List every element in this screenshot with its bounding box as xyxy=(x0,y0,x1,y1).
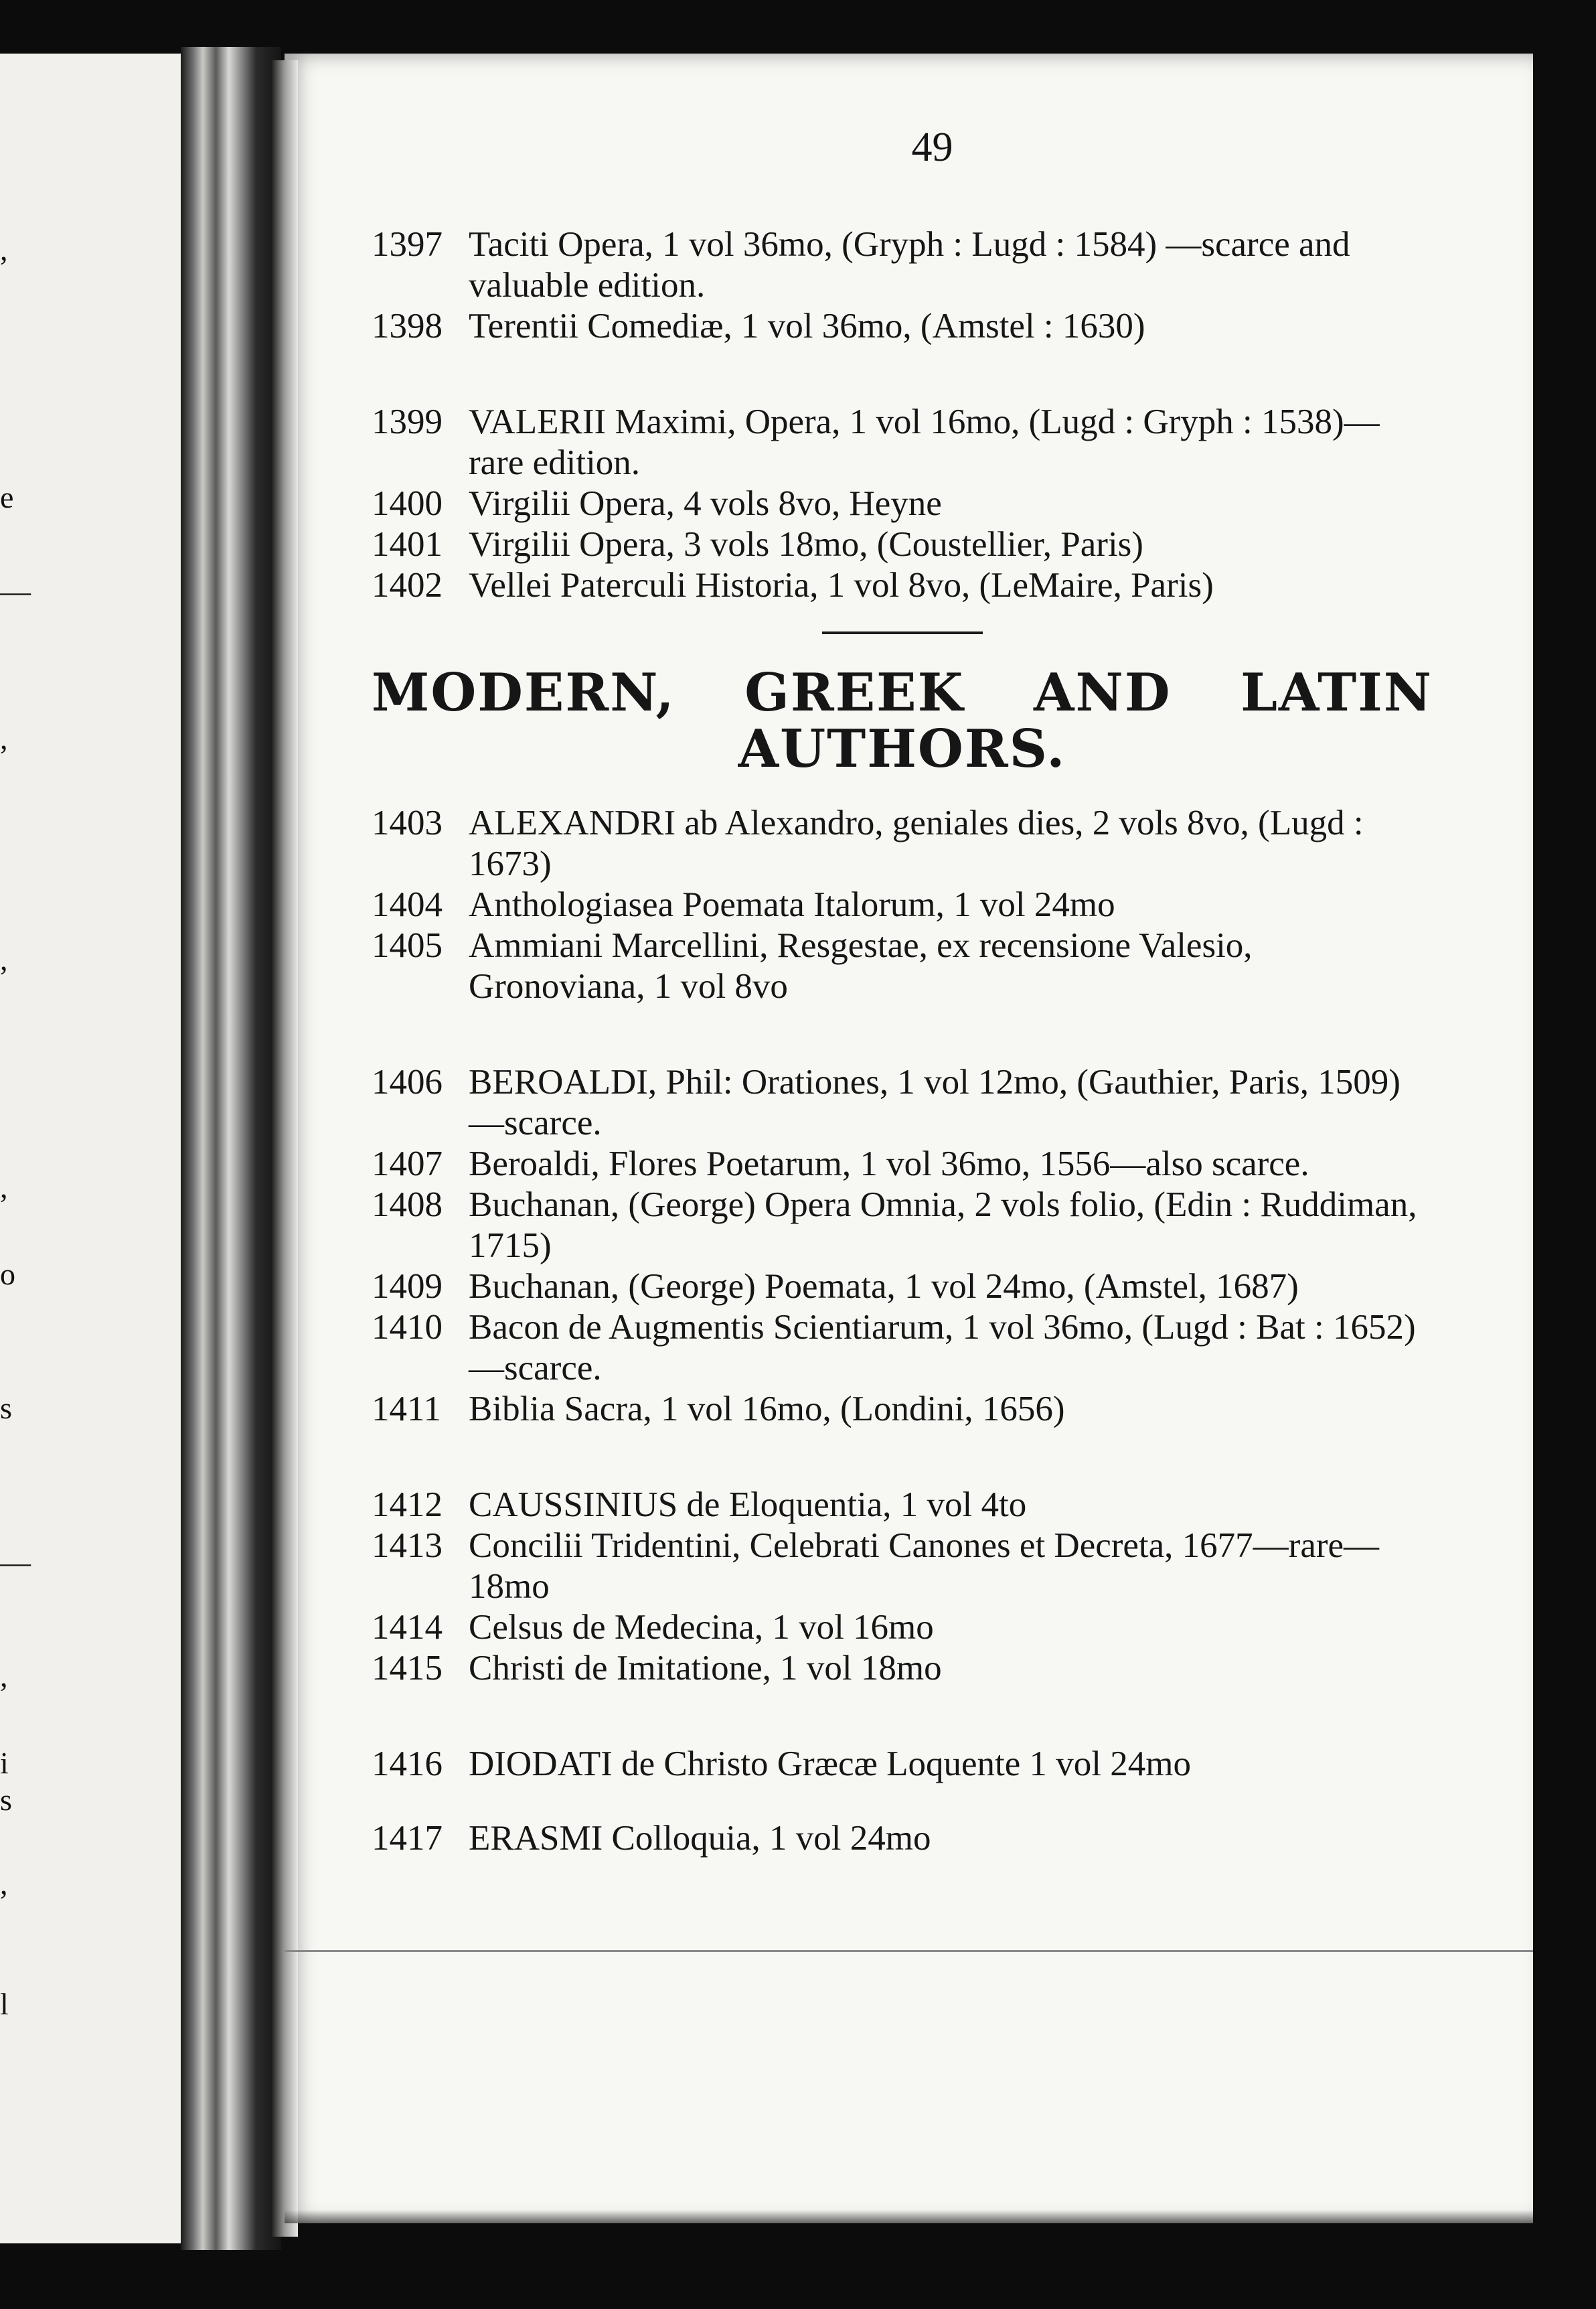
spacer xyxy=(372,1430,1433,1485)
entry-text: Celsus de Medecina, 1 vol 16mo xyxy=(469,1608,934,1647)
entry-text: Christi de Imitatione, 1 vol 18mo xyxy=(469,1649,942,1688)
entry-text: Concilii Tridentini, Celebrati Canones et Decreta, 1677—rare—18mo xyxy=(469,1526,1380,1606)
catalogue-entry xyxy=(372,1266,1433,1307)
catalogue-entry xyxy=(372,402,1433,483)
scan-artifact-line xyxy=(285,1950,1533,1952)
entry-text: Ammiani Marcellini, Resgestae, ex recensione Valesio, Gronoviana, 1 vol 8vo xyxy=(469,926,1253,1006)
entry-text: DIODATI de Christo Græcæ Loquente 1 vol 24mo xyxy=(469,1744,1191,1783)
catalogue-entry xyxy=(372,1485,1433,1525)
catalogue-entry xyxy=(372,1744,1433,1785)
edge-char: i xyxy=(0,1746,9,1780)
lot-number: 1404 xyxy=(372,885,443,924)
lot-number: 1412 xyxy=(372,1485,443,1524)
lot-number: 1405 xyxy=(372,926,443,965)
entry-group-t xyxy=(372,224,1433,347)
entry-text: BEROALDI, Phil: Orationes, 1 vol 12mo, (Gauthier, Paris, 1509)—scarce. xyxy=(469,1063,1401,1142)
lot-number: 1408 xyxy=(372,1185,443,1224)
edge-char: l xyxy=(0,1987,9,2021)
lot-number: 1400 xyxy=(372,484,443,523)
section-heading-line: MODERN, GREEK AND LATIN xyxy=(372,662,1433,723)
edge-char: — xyxy=(0,574,31,608)
edge-char: o xyxy=(0,1257,15,1291)
catalogue-entry xyxy=(372,483,1433,524)
lot-number: 1417 xyxy=(372,1819,443,1858)
lot-number: 1406 xyxy=(372,1063,443,1102)
edge-char: s xyxy=(0,1783,12,1817)
spacer xyxy=(372,1785,1433,1818)
lot-number: 1398 xyxy=(372,307,443,346)
edge-char: , xyxy=(0,1659,8,1693)
catalogue-entry xyxy=(372,1062,1433,1144)
entry-text: Buchanan, (George) Opera Omnia, 2 vols folio, (Edin : Ruddiman, 1715) xyxy=(469,1185,1417,1265)
edge-char: , xyxy=(0,232,8,267)
entry-text: Anthologiasea Poemata Italorum, 1 vol 24mo xyxy=(469,885,1115,924)
catalogue-entry xyxy=(372,1307,1433,1389)
lot-number: 1403 xyxy=(372,804,443,842)
edge-char: , xyxy=(0,1170,8,1204)
page-bottom-shadow xyxy=(285,2210,1533,2223)
catalogue-entry xyxy=(372,1525,1433,1607)
catalogue-entries xyxy=(372,224,1433,1859)
section-heading-line: AUTHORS. xyxy=(738,719,1066,779)
lot-number: 1410 xyxy=(372,1308,443,1347)
entry-text: Virgilii Opera, 3 vols 18mo, (Coustellier, Paris) xyxy=(469,525,1143,564)
entry-text: ALEXANDRI ab Alexandro, geniales dies, 2 vols 8vo, (Lugd : 1673) xyxy=(469,804,1364,883)
entry-group-b xyxy=(372,1062,1433,1430)
lot-number: 1413 xyxy=(372,1526,443,1565)
catalogue-entry xyxy=(372,1607,1433,1648)
entry-text: Virgilii Opera, 4 vols 8vo, Heyne xyxy=(469,484,942,523)
section-heading xyxy=(372,662,1433,779)
entry-text: Vellei Paterculi Historia, 1 vol 8vo, (LeMaire, Paris) xyxy=(469,566,1214,605)
entry-text: Taciti Opera, 1 vol 36mo, (Gryph : Lugd : 1584) —scarce and valuable edition. xyxy=(469,225,1350,305)
entry-group-e xyxy=(372,1818,1433,1859)
catalogue-entry xyxy=(372,925,1433,1007)
lot-number: 1415 xyxy=(372,1649,443,1688)
lot-number: 1407 xyxy=(372,1144,443,1183)
catalogue-entry xyxy=(372,224,1433,306)
catalogue-entry xyxy=(372,524,1433,565)
edge-char: e xyxy=(0,480,14,514)
edge-char: s xyxy=(0,1391,12,1425)
catalogue-entry xyxy=(372,1648,1433,1689)
book-spine xyxy=(181,47,281,2250)
catalogue-entry xyxy=(372,565,1433,606)
entry-text: Biblia Sacra, 1 vol 16mo, (Londini, 1656) xyxy=(469,1390,1065,1428)
catalogue-entry xyxy=(372,1818,1433,1859)
catalogue-entry xyxy=(372,1185,1433,1266)
catalogue-entry xyxy=(372,306,1433,347)
lot-number: 1397 xyxy=(372,225,443,264)
lot-number: 1399 xyxy=(372,402,443,441)
entry-text: Terentii Comediæ, 1 vol 36mo, (Amstel : 1630) xyxy=(469,307,1145,346)
catalogue-entry xyxy=(372,885,1433,925)
lot-number: 1402 xyxy=(372,566,443,605)
entry-text: Bacon de Augmentis Scientiarum, 1 vol 36mo, (Lugd : Bat : 1652)—scarce. xyxy=(469,1308,1416,1388)
edge-char: — xyxy=(0,1545,31,1579)
catalogue-entry xyxy=(372,803,1433,885)
entry-group-a xyxy=(372,803,1433,1007)
page-gutter-shadow xyxy=(271,60,298,2237)
section-divider xyxy=(822,631,983,634)
spacer xyxy=(372,1689,1433,1744)
edge-char: , xyxy=(0,721,8,755)
entry-text: ERASMI Colloquia, 1 vol 24mo xyxy=(469,1819,931,1858)
entry-group-d xyxy=(372,1744,1433,1785)
spacer xyxy=(372,347,1433,402)
entry-text: Beroaldi, Flores Poetarum, 1 vol 36mo, 1556—also scarce. xyxy=(469,1144,1309,1183)
spacer xyxy=(372,1007,1433,1062)
entry-text: VALERII Maximi, Opera, 1 vol 16mo, (Lugd : Gryph : 1538)—rare edition. xyxy=(469,402,1380,482)
catalogue-entry xyxy=(372,1144,1433,1185)
edge-char: , xyxy=(0,1866,8,1901)
lot-number: 1414 xyxy=(372,1608,443,1647)
lot-number: 1411 xyxy=(372,1390,442,1428)
lot-number: 1409 xyxy=(372,1267,443,1306)
entry-text: Buchanan, (George) Poemata, 1 vol 24mo, (Amstel, 1687) xyxy=(469,1267,1299,1306)
entry-group-c xyxy=(372,1485,1433,1689)
catalogue-page xyxy=(285,54,1533,2223)
entry-group-v xyxy=(372,402,1433,606)
lot-number: 1401 xyxy=(372,525,443,564)
entry-text: CAUSSINIUS de Eloquentia, 1 vol 4to xyxy=(469,1485,1027,1524)
catalogue-entry xyxy=(372,1389,1433,1430)
lot-number: 1416 xyxy=(372,1744,443,1783)
left-page-edge-text xyxy=(0,54,31,2243)
page-number: 49 xyxy=(911,125,953,170)
edge-char: , xyxy=(0,942,8,976)
